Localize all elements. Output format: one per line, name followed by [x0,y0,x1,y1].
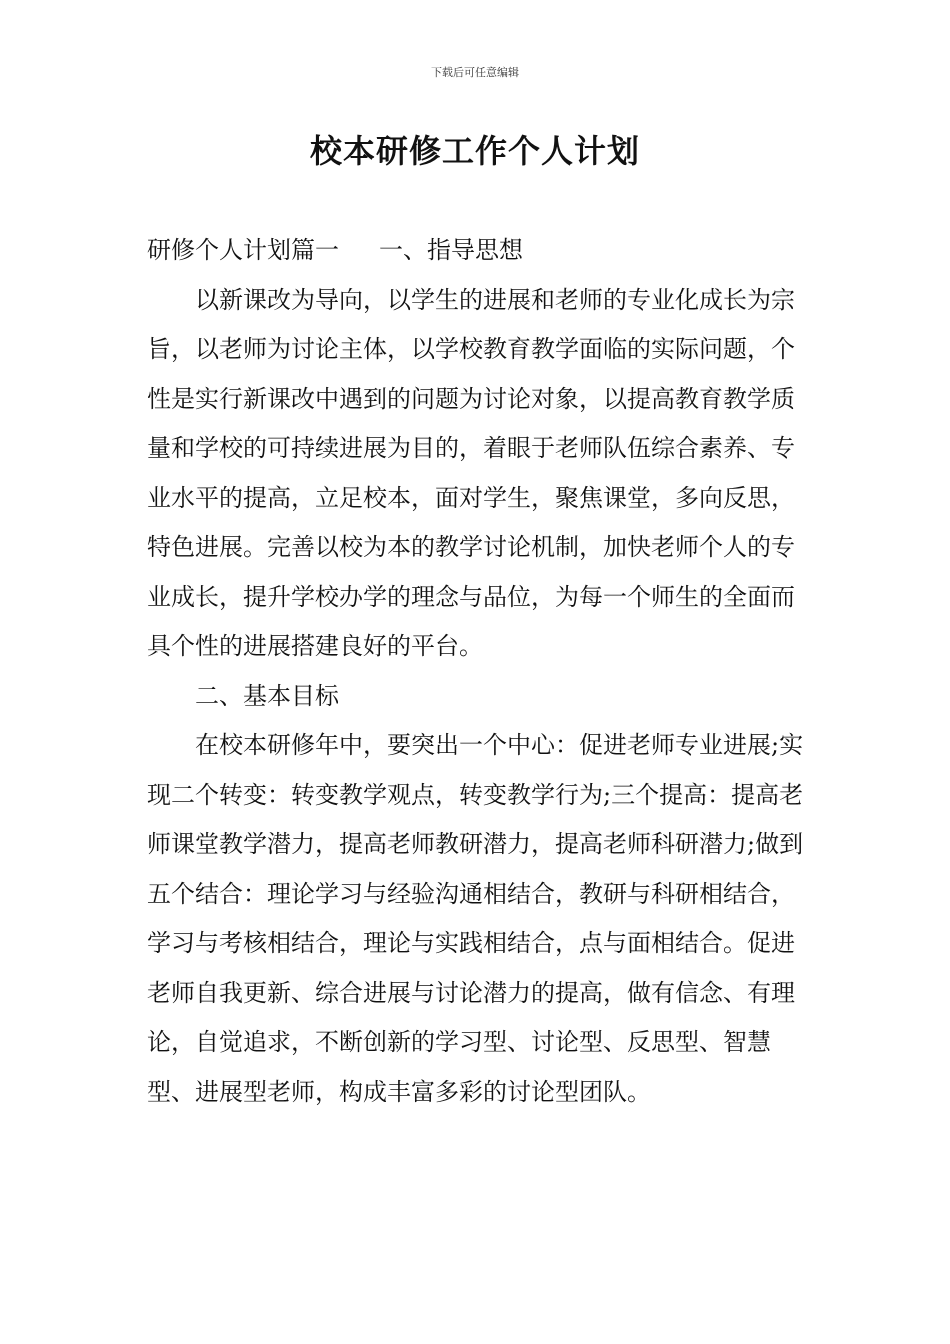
plan-label: 研修个人计划篇一 [147,236,339,264]
section-heading-basic-goals: 二、基本目标 [195,681,339,710]
paragraph-guiding-ideology: 以新课改为导向，以学生的进展和老师的专业化成长为宗旨，以老师为讨论主体，以学校教育教学面临的实际问题，个性是实行新课改中遇到的问题为讨论对象，以提高教育教学质量和学校的可持续进展为目的，着眼于老师队伍综合素养、专业水平的提高，立足校本，面对学生，聚焦课堂，多向反思，特色进展。完善以校为本的教学讨论机制，加快老师个人的专业成长，提升学校办学的理念与品位，为每一个师生的全面而具个性的进展搭建良好的平台。 [147,285,795,660]
first-line [147,226,807,276]
header-note: 下载后可任意编辑 [431,66,519,79]
document-title: 校本研修工作个人计划 [309,132,640,170]
section-heading-guiding-ideology: 一、指导思想 [379,236,523,264]
document-body [147,226,807,1117]
paragraph-basic-goals: 在校本研修年中，要突出一个中心：促进老师专业进展;实现二个转变：转变教学观点，转变教学行为;三个提高：提高老师课堂教学潜力，提高老师教研潜力，提高老师科研潜力;做到五个结合：理论学习与经验沟通相结合，教研与科研相结合，学习与考核相结合，理论与实践相结合，点与面相结合。促进老师自我更新、综合进展与讨论潜力的提高，做有信念、有理论，自觉追求，不断创新的学习型、讨论型、反思型、智慧型、进展型老师，构成丰富多彩的讨论型团队。 [147,731,804,1106]
